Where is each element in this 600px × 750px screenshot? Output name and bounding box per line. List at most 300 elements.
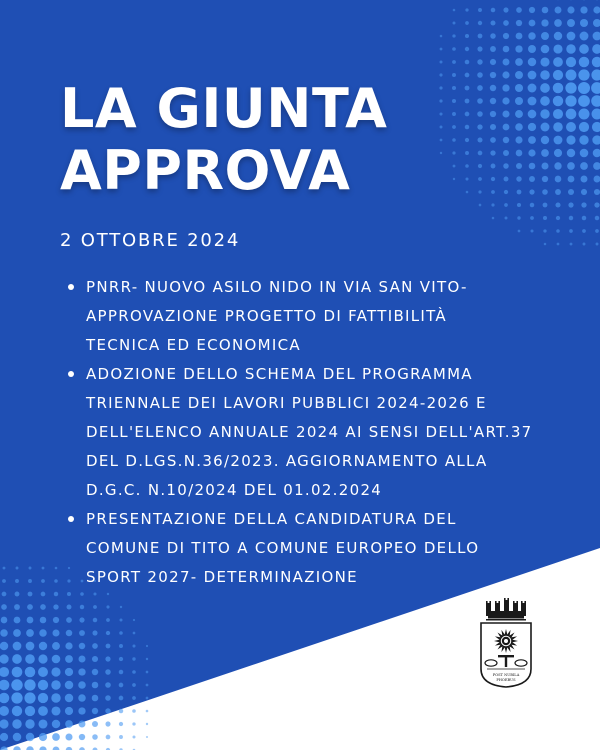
halftone-dot	[132, 696, 136, 700]
halftone-dot	[528, 110, 537, 119]
halftone-dot	[452, 60, 456, 64]
page-title	[60, 78, 387, 202]
halftone-dot	[528, 149, 535, 156]
halftone-dot	[54, 592, 58, 596]
halftone-dot	[490, 72, 496, 78]
halftone-dot	[530, 229, 533, 232]
halftone-dot	[594, 189, 600, 195]
halftone-dot	[503, 59, 510, 66]
halftone-dot	[440, 48, 443, 51]
halftone-dot	[452, 47, 456, 51]
halftone-dot	[38, 667, 48, 677]
bullet-icon	[68, 284, 74, 290]
halftone-dot	[26, 642, 35, 651]
halftone-dot	[29, 567, 32, 570]
halftone-dot	[569, 216, 573, 220]
halftone-dot	[568, 176, 575, 183]
halftone-dot	[504, 203, 508, 207]
halftone-dot	[93, 592, 96, 595]
halftone-dot	[0, 733, 8, 741]
halftone-dot	[66, 630, 73, 637]
halftone-dot	[65, 694, 73, 702]
halftone-dot	[555, 176, 562, 183]
halftone-dot	[106, 644, 111, 649]
halftone-dot	[51, 680, 60, 689]
halftone-dot	[554, 19, 562, 27]
halftone-dot	[79, 617, 84, 622]
halftone-dot	[41, 579, 45, 583]
item-line: PRESENTAZIONE DELLA CANDIDATURA DEL	[86, 510, 457, 528]
halftone-dot	[453, 178, 455, 180]
halftone-dot	[594, 202, 599, 207]
halftone-dot	[477, 59, 482, 64]
halftone-dot	[553, 109, 563, 119]
halftone-dot	[2, 592, 7, 597]
halftone-dot	[465, 164, 469, 168]
municipal-coat-of-arms-icon	[478, 597, 534, 689]
halftone-dot	[570, 243, 573, 246]
halftone-dot	[478, 151, 483, 156]
halftone-dot	[529, 20, 536, 27]
halftone-dot	[12, 654, 22, 664]
halftone-dot	[515, 97, 523, 105]
halftone-dot	[65, 642, 72, 649]
halftone-dot	[452, 99, 456, 103]
halftone-dot	[566, 109, 577, 120]
halftone-dot	[553, 122, 563, 132]
halftone-dot	[132, 709, 136, 713]
halftone-dot	[516, 20, 522, 26]
halftone-dot	[106, 618, 110, 622]
halftone-dot	[12, 706, 22, 716]
halftone-dot	[595, 229, 599, 233]
halftone-dot	[529, 163, 536, 170]
halftone-dot	[92, 682, 99, 689]
halftone-dot	[119, 618, 122, 621]
halftone-dot	[516, 7, 522, 13]
halftone-dot	[503, 124, 510, 131]
halftone-dot	[119, 735, 123, 739]
halftone-dot	[502, 110, 509, 117]
halftone-dot	[1, 604, 7, 610]
halftone-dot	[13, 642, 22, 651]
halftone-dot	[578, 82, 590, 94]
halftone-dot	[528, 123, 536, 131]
halftone-dot	[490, 137, 496, 143]
halftone-dot	[0, 642, 8, 650]
halftone-dot	[580, 162, 588, 170]
halftone-dot	[38, 654, 47, 663]
halftone-dot	[477, 98, 483, 104]
halftone-dot	[543, 216, 547, 220]
halftone-dot	[490, 150, 495, 155]
halftone-dot	[490, 33, 496, 39]
svg-text:POST NUBILA: POST NUBILA	[492, 673, 520, 677]
halftone-dot	[28, 579, 32, 583]
halftone-dot	[465, 112, 470, 117]
halftone-dot	[440, 152, 442, 154]
halftone-dot	[477, 85, 483, 91]
halftone-dot	[25, 706, 35, 716]
halftone-dot	[15, 592, 20, 597]
halftone-dot	[92, 630, 97, 635]
halftone-dot	[105, 656, 110, 661]
halftone-dot	[65, 707, 73, 715]
halftone-dot	[515, 71, 523, 79]
halftone-dot	[92, 656, 98, 662]
halftone-dot	[503, 163, 509, 169]
halftone-dot	[478, 21, 482, 25]
item-line: SPORT 2027- DETERMINAZIONE	[86, 568, 358, 586]
halftone-dot	[540, 96, 550, 106]
halftone-dot	[465, 138, 469, 142]
halftone-dot	[579, 44, 589, 54]
item-line: PNRR- NUOVO ASILO NIDO IN VIA SAN VITO-	[86, 278, 468, 296]
halftone-dot	[14, 604, 20, 610]
halftone-dot	[39, 629, 47, 637]
item-line: TRIENNALE DEI LAVORI PUBBLICI 2024-2026 E	[86, 394, 487, 412]
halftone-dot	[452, 86, 456, 90]
halftone-dot	[528, 32, 535, 39]
halftone-dot	[556, 229, 560, 233]
halftone-dot	[15, 579, 19, 583]
halftone-dot	[477, 124, 482, 129]
halftone-dot	[52, 733, 60, 741]
halftone-dot	[529, 7, 535, 13]
halftone-dot	[581, 189, 587, 195]
halftone-dot	[553, 96, 563, 106]
title-line-2: APPROVA	[60, 139, 351, 202]
halftone-dot	[540, 57, 549, 66]
halftone-dot	[579, 57, 590, 68]
halftone-dot	[26, 733, 34, 741]
halftone-dot	[491, 8, 496, 13]
halftone-dot	[528, 71, 537, 80]
halftone-dot	[553, 44, 562, 53]
halftone-dot	[452, 125, 456, 129]
halftone-dot	[528, 58, 536, 66]
halftone-dot	[502, 71, 509, 78]
halftone-dot	[528, 84, 537, 93]
halftone-dot	[38, 693, 48, 703]
halftone-dot	[543, 229, 546, 232]
halftone-dot	[132, 683, 136, 687]
halftone-dot	[53, 617, 59, 623]
halftone-dot	[452, 151, 455, 154]
halftone-dot	[119, 696, 124, 701]
halftone-dot	[92, 695, 99, 702]
halftone-dot	[38, 719, 47, 728]
halftone-dot	[503, 150, 509, 156]
halftone-dot	[24, 692, 35, 703]
halftone-dot	[27, 604, 33, 610]
halftone-dot	[478, 8, 482, 12]
halftone-dot	[541, 149, 549, 157]
halftone-dot	[477, 111, 483, 117]
halftone-dot	[465, 47, 469, 51]
halftone-dot	[555, 189, 561, 195]
halftone-dot	[79, 734, 85, 740]
halftone-dot	[503, 46, 510, 53]
halftone-dot	[80, 592, 84, 596]
halftone-dot	[529, 176, 535, 182]
halftone-dot	[580, 32, 589, 41]
halftone-dot	[132, 644, 135, 647]
halftone-dot	[517, 203, 521, 207]
halftone-dot	[567, 6, 574, 13]
halftone-dot	[66, 617, 72, 623]
item-line: TECNICA ED ECONOMICA	[86, 336, 301, 354]
halftone-dot	[92, 721, 98, 727]
halftone-dot	[11, 692, 22, 703]
halftone-dot	[490, 59, 496, 65]
halftone-dot	[477, 137, 482, 142]
halftone-dot	[581, 202, 586, 207]
halftone-dot	[515, 84, 523, 92]
halftone-dot	[146, 736, 148, 738]
item-line: D.G.C. N.10/2024 DEL 01.02.2024	[86, 481, 383, 499]
halftone-dot	[13, 629, 21, 637]
halftone-dot	[14, 617, 21, 624]
halftone-dot	[504, 177, 509, 182]
halftone-dot	[579, 122, 589, 132]
halftone-dot	[132, 670, 136, 674]
halftone-dot	[567, 32, 576, 41]
halftone-dot	[516, 150, 523, 157]
halftone-dot	[565, 82, 576, 93]
halftone-dot	[581, 176, 588, 183]
halftone-dot	[568, 202, 573, 207]
halftone-dot	[80, 605, 84, 609]
halftone-dot	[529, 189, 534, 194]
halftone-dot	[478, 190, 481, 193]
halftone-dot	[479, 204, 482, 207]
halftone-dot	[13, 733, 22, 742]
halftone-dot	[491, 190, 495, 194]
list-item	[68, 505, 538, 592]
halftone-dot	[146, 671, 149, 674]
halftone-dot	[556, 216, 560, 220]
halftone-dot	[490, 46, 496, 52]
halftone-dot	[465, 151, 469, 155]
halftone-dot	[78, 707, 85, 714]
halftone-dot	[439, 112, 442, 115]
halftone-dot	[553, 70, 563, 80]
halftone-dot	[146, 723, 148, 725]
halftone-dot	[51, 693, 60, 702]
halftone-dot	[0, 629, 8, 637]
halftone-dot	[567, 19, 575, 27]
halftone-dot	[491, 164, 496, 169]
halftone-dot	[11, 679, 22, 690]
halftone-dot	[146, 684, 149, 687]
halftone-dot	[78, 668, 85, 675]
halftone-dot	[105, 669, 111, 675]
halftone-dot	[465, 8, 468, 11]
halftone-dot	[453, 165, 456, 168]
halftone-dot	[557, 243, 560, 246]
halftone-dot	[16, 567, 19, 570]
halftone-dot	[566, 135, 575, 144]
halftone-dot	[79, 721, 86, 728]
halftone-dot	[79, 656, 86, 663]
halftone-dot	[440, 139, 443, 142]
halftone-dot	[120, 606, 122, 608]
halftone-dot	[52, 720, 60, 728]
halftone-dot	[568, 189, 574, 195]
halftone-dot	[52, 642, 60, 650]
title-line-1: LA GIUNTA	[60, 77, 388, 140]
halftone-dot	[502, 97, 509, 104]
halftone-dot	[490, 111, 496, 117]
halftone-dot	[555, 7, 562, 14]
halftone-dot	[541, 136, 549, 144]
halftone-dot	[25, 719, 34, 728]
halftone-dot	[439, 99, 442, 102]
halftone-dot	[65, 681, 74, 690]
halftone-dot	[38, 706, 48, 716]
halftone-dot	[93, 605, 97, 609]
halftone-dot	[554, 149, 562, 157]
halftone-dot	[133, 736, 136, 739]
halftone-dot	[51, 667, 60, 676]
halftone-dot	[27, 617, 34, 624]
halftone-dot	[515, 45, 522, 52]
halftone-dot	[119, 709, 124, 714]
halftone-dot	[92, 734, 98, 740]
item-line: COMUNE DI TITO A COMUNE EUROPEO DELLO	[86, 539, 480, 557]
halftone-dot	[490, 85, 496, 91]
halftone-dot	[580, 149, 589, 158]
halftone-dot	[554, 162, 561, 169]
halftone-dot	[92, 643, 98, 649]
halftone-dot	[490, 20, 495, 25]
halftone-dot	[453, 22, 456, 25]
halftone-dot	[515, 110, 523, 118]
halftone-dot	[528, 45, 536, 53]
halftone-dot	[119, 683, 124, 688]
halftone-dot	[566, 70, 577, 81]
halftone-dot	[440, 35, 443, 38]
halftone-dot	[554, 32, 562, 40]
halftone-dot	[569, 229, 573, 233]
halftone-dot	[542, 189, 548, 195]
crown-icon	[486, 598, 526, 621]
halftone-dot	[132, 722, 135, 725]
halftone-dot	[119, 631, 123, 635]
halftone-dot	[93, 618, 98, 623]
halftone-dot	[580, 6, 587, 13]
halftone-dot	[503, 33, 509, 39]
item-line: DEL D.LGS.N.36/2023. AGGIORNAMENTO ALLA	[86, 452, 488, 470]
halftone-dot	[24, 679, 35, 690]
halftone-dot	[477, 72, 483, 78]
halftone-dot	[583, 243, 586, 246]
halftone-dot	[53, 604, 58, 609]
list-item	[68, 360, 538, 505]
bullet-icon	[68, 516, 74, 522]
halftone-dot	[28, 592, 33, 597]
halftone-dot	[65, 733, 72, 740]
halftone-dot	[579, 109, 590, 120]
halftone-dot	[119, 670, 124, 675]
halftone-dot	[516, 176, 521, 181]
halftone-dot	[530, 216, 534, 220]
halftone-dot	[503, 137, 509, 143]
halftone-dot	[517, 190, 522, 195]
halftone-dot	[39, 733, 47, 741]
halftone-dot	[491, 203, 494, 206]
halftone-dot	[541, 162, 548, 169]
halftone-dot	[146, 697, 149, 700]
halftone-dot	[505, 217, 508, 220]
halftone-dot	[465, 86, 470, 91]
halftone-dot	[78, 694, 86, 702]
halftone-dot	[79, 643, 85, 649]
halftone-dot	[490, 98, 496, 104]
halftone-dot	[453, 9, 456, 12]
halftone-dot	[132, 657, 135, 660]
halftone-dot	[503, 7, 508, 12]
halftone-dot	[105, 708, 110, 713]
halftone-dot	[492, 217, 495, 220]
halftone-dot	[595, 216, 600, 221]
halftone-dot	[105, 721, 110, 726]
list-item-text	[86, 273, 538, 360]
halftone-dot	[133, 619, 135, 621]
halftone-dot	[528, 136, 536, 144]
halftone-dot	[67, 592, 71, 596]
list-item-text	[86, 505, 538, 592]
item-line: ADOZIONE DELLO SCHEMA DEL PROGRAMMA	[86, 365, 473, 383]
halftone-dot	[119, 644, 123, 648]
meeting-date: 2 OTTOBRE 2024	[60, 230, 241, 251]
halftone-dot	[51, 706, 60, 715]
halftone-dot	[146, 658, 148, 660]
halftone-dot	[540, 70, 550, 80]
halftone-dot	[541, 123, 550, 132]
halftone-dot	[478, 164, 482, 168]
halftone-dot	[567, 149, 575, 157]
halftone-dot	[133, 632, 136, 635]
halftone-dot	[465, 73, 470, 78]
halftone-dot	[518, 230, 521, 233]
halftone-dot	[578, 69, 589, 80]
halftone-dot	[465, 60, 470, 65]
halftone-dot	[565, 95, 576, 106]
halftone-dot	[541, 45, 550, 54]
halftone-dot	[67, 605, 72, 610]
resolution-list	[68, 273, 538, 592]
halftone-dot	[25, 654, 35, 664]
halftone-dot	[42, 567, 45, 570]
halftone-dot	[440, 126, 443, 129]
halftone-dot	[92, 708, 98, 714]
halftone-dot	[515, 123, 523, 131]
halftone-dot	[107, 593, 109, 595]
halftone-dot	[554, 136, 563, 145]
halftone-dot	[465, 99, 470, 104]
halftone-dot	[540, 83, 550, 93]
halftone-dot	[541, 32, 549, 40]
halftone-dot	[515, 136, 522, 143]
halftone-dot	[515, 58, 523, 66]
halftone-dot	[25, 667, 36, 678]
halftone-dot	[504, 190, 508, 194]
halftone-dot	[12, 719, 21, 728]
halftone-dot	[542, 7, 549, 14]
halftone-dot	[477, 46, 482, 51]
